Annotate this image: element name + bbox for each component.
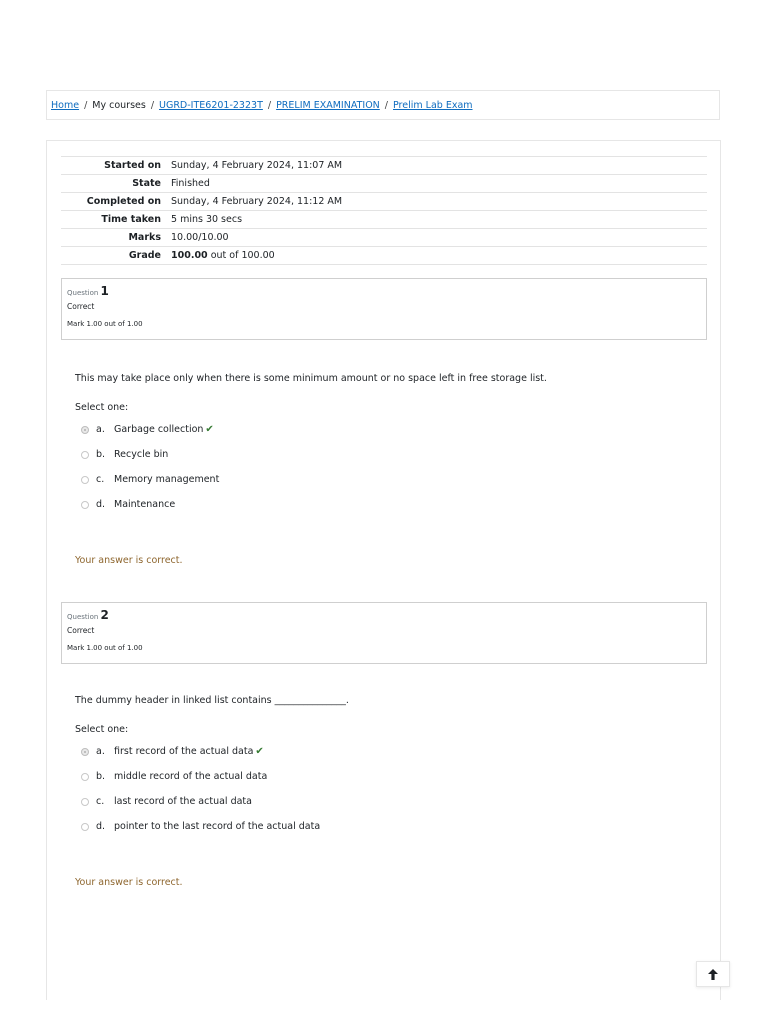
answer-text: Maintenance bbox=[114, 499, 176, 510]
breadcrumb-separator: / bbox=[150, 99, 155, 111]
summary-row-time-taken bbox=[61, 211, 707, 229]
answer-option-b[interactable] bbox=[75, 764, 695, 789]
answer-option-d[interactable] bbox=[75, 492, 695, 517]
question-label: Question bbox=[67, 613, 99, 621]
answer-letter: c. bbox=[96, 796, 105, 807]
radio-icon[interactable] bbox=[81, 476, 89, 484]
back-to-top-button[interactable] bbox=[696, 961, 730, 987]
answer-text: last record of the actual data bbox=[114, 796, 252, 807]
summary-value bbox=[165, 247, 707, 265]
summary-row-completed-on bbox=[61, 193, 707, 211]
summary-label: State bbox=[132, 178, 161, 189]
question-number bbox=[67, 608, 701, 624]
radio-icon[interactable] bbox=[81, 798, 89, 806]
answer-option-b[interactable] bbox=[75, 442, 695, 467]
breadcrumb bbox=[46, 90, 720, 120]
question-label: Question bbox=[67, 289, 99, 297]
answer-list bbox=[75, 739, 695, 839]
radio-icon[interactable] bbox=[81, 773, 89, 781]
summary-row-started-on bbox=[61, 157, 707, 175]
grade-out-of: out of 100.00 bbox=[207, 250, 275, 261]
question-state: Correct bbox=[67, 626, 95, 635]
answer-letter: a. bbox=[96, 424, 105, 435]
answer-option-a[interactable] bbox=[75, 417, 695, 442]
answer-letter: b. bbox=[96, 449, 106, 460]
breadcrumb-separator: / bbox=[84, 99, 88, 111]
question-number-value: 2 bbox=[100, 608, 109, 622]
question-content bbox=[75, 373, 695, 517]
answer-option-c[interactable] bbox=[75, 789, 695, 814]
question-text: The dummy header in linked list contains _______________. bbox=[75, 695, 349, 706]
arrow-up-icon bbox=[708, 969, 718, 980]
answer-option-c[interactable] bbox=[75, 467, 695, 492]
correct-check-icon: ✔ bbox=[205, 424, 214, 435]
summary-row-marks bbox=[61, 229, 707, 247]
question-state: Correct bbox=[67, 302, 95, 311]
breadcrumb-activity-link[interactable]: Prelim Lab Exam bbox=[393, 99, 473, 111]
question-number bbox=[67, 284, 701, 300]
summary-label: Completed on bbox=[86, 196, 161, 207]
answer-text: middle record of the actual data bbox=[114, 771, 268, 782]
radio-icon[interactable] bbox=[81, 501, 89, 509]
quiz-review-card bbox=[46, 140, 721, 1000]
breadcrumb-home-link[interactable]: Home bbox=[51, 99, 80, 111]
breadcrumb-separator: / bbox=[267, 99, 272, 111]
radio-icon[interactable] bbox=[81, 823, 89, 831]
summary-value: Sunday, 4 February 2024, 11:07 AM bbox=[171, 160, 343, 171]
breadcrumb-section-link[interactable]: PRELIM EXAMINATION bbox=[276, 99, 380, 111]
question-mark: Mark 1.00 out of 1.00 bbox=[67, 320, 143, 328]
select-one-prompt: Select one: bbox=[75, 724, 129, 735]
summary-row-grade bbox=[61, 247, 707, 265]
question-text: This may take place only when there is some minimum amount or no space left in free storage list. bbox=[75, 373, 547, 384]
answer-feedback: Your answer is correct. bbox=[75, 555, 183, 566]
answer-letter: c. bbox=[96, 474, 105, 485]
radio-selected-icon[interactable] bbox=[81, 748, 89, 756]
answer-option-d[interactable] bbox=[75, 814, 695, 839]
question-mark: Mark 1.00 out of 1.00 bbox=[67, 644, 143, 652]
question-content bbox=[75, 695, 695, 839]
question-info-box bbox=[61, 602, 707, 664]
answer-text: Recycle bin bbox=[114, 449, 169, 460]
answer-letter: d. bbox=[96, 499, 106, 510]
grade-value: 100.00 bbox=[171, 250, 208, 261]
answer-option-a[interactable] bbox=[75, 739, 695, 764]
summary-label: Grade bbox=[128, 250, 161, 261]
question-info-box bbox=[61, 278, 707, 340]
correct-check-icon: ✔ bbox=[255, 746, 264, 757]
answer-letter: a. bbox=[96, 746, 105, 757]
answer-text: first record of the actual data bbox=[114, 746, 254, 757]
summary-value: 10.00/10.00 bbox=[171, 232, 229, 243]
answer-feedback: Your answer is correct. bbox=[75, 877, 183, 888]
answer-letter: b. bbox=[96, 771, 106, 782]
summary-label: Time taken bbox=[101, 214, 161, 225]
summary-row-state bbox=[61, 175, 707, 193]
answer-list bbox=[75, 417, 695, 517]
summary-value: Finished bbox=[171, 178, 210, 189]
answer-text: Garbage collection bbox=[114, 424, 204, 435]
summary-label: Marks bbox=[128, 232, 161, 243]
attempt-summary-table bbox=[61, 156, 707, 265]
select-one-prompt: Select one: bbox=[75, 402, 129, 413]
breadcrumb-my-courses: My courses bbox=[92, 99, 146, 111]
answer-text: Memory management bbox=[114, 474, 220, 485]
radio-selected-icon[interactable] bbox=[81, 426, 89, 434]
answer-text: pointer to the last record of the actual data bbox=[114, 821, 321, 832]
answer-letter: d. bbox=[96, 821, 106, 832]
summary-value: Sunday, 4 February 2024, 11:12 AM bbox=[171, 196, 343, 207]
summary-value: 5 mins 30 secs bbox=[171, 214, 243, 225]
summary-label: Started on bbox=[104, 160, 161, 171]
radio-icon[interactable] bbox=[81, 451, 89, 459]
question-number-value: 1 bbox=[100, 284, 109, 298]
breadcrumb-separator: / bbox=[384, 99, 388, 111]
breadcrumb-course-link[interactable]: UGRD-ITE6201-2323T bbox=[159, 99, 263, 111]
